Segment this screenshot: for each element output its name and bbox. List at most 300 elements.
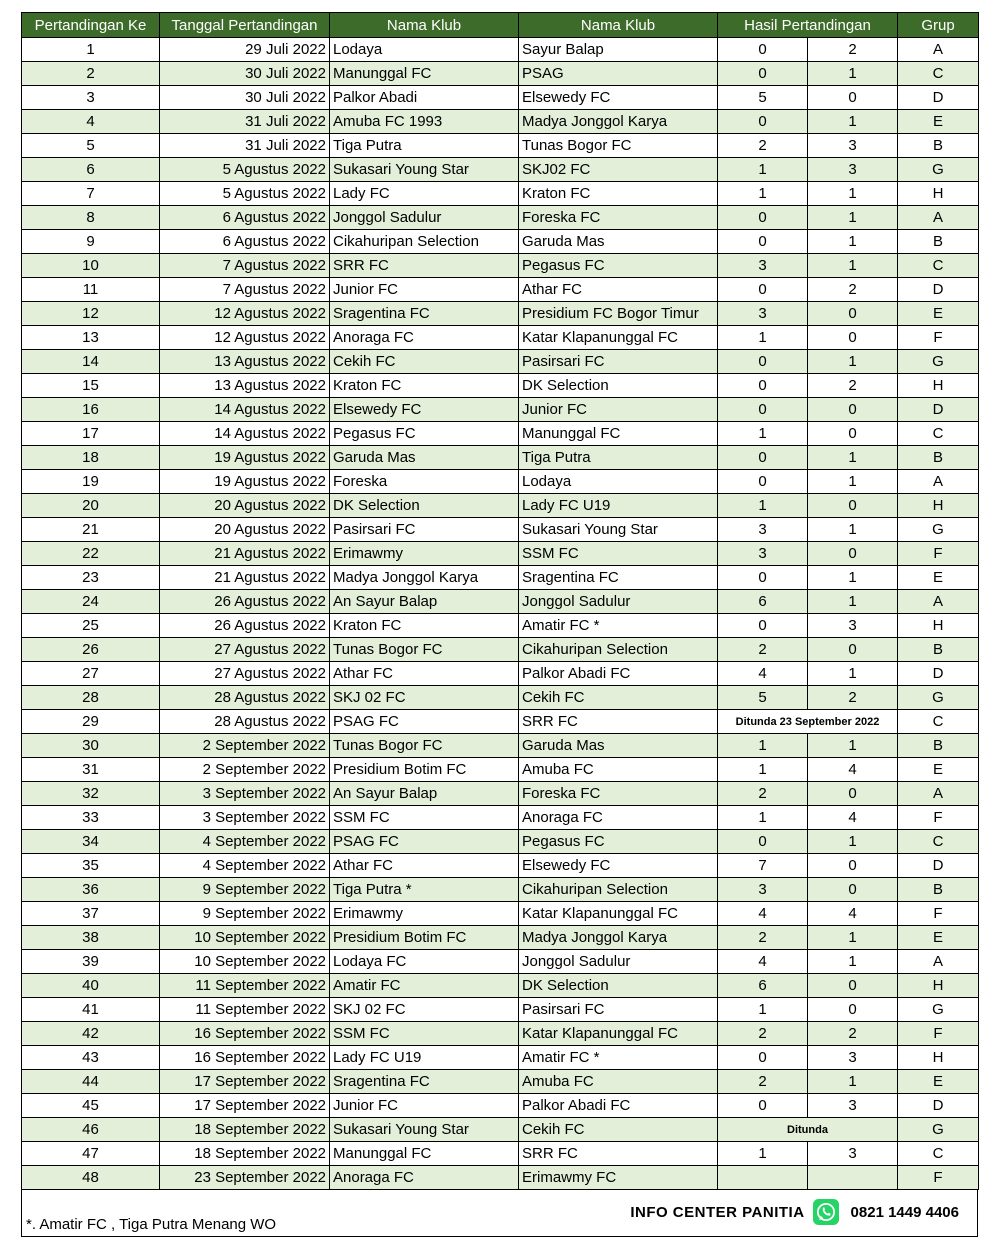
match-number-cell: 11 xyxy=(22,278,160,302)
home-club-cell: Tiga Putra xyxy=(330,134,519,158)
match-date-cell: 11 September 2022 xyxy=(160,998,330,1022)
home-club-cell: Elsewedy FC xyxy=(330,398,519,422)
away-club-cell: Pegasus FC xyxy=(519,830,718,854)
table-row xyxy=(22,206,979,230)
match-date-cell: 3 September 2022 xyxy=(160,782,330,806)
match-number-cell: 30 xyxy=(22,734,160,758)
away-score-cell: 2 xyxy=(808,374,898,398)
home-score-cell: 1 xyxy=(718,182,808,206)
away-score-cell: 4 xyxy=(808,758,898,782)
away-score-cell: 2 xyxy=(808,686,898,710)
away-score-cell: 0 xyxy=(808,542,898,566)
group-cell: A xyxy=(898,206,979,230)
match-number-cell: 43 xyxy=(22,1046,160,1070)
home-club-cell: SSM FC xyxy=(330,1022,519,1046)
away-club-cell: SRR FC xyxy=(519,1142,718,1166)
table-row xyxy=(22,638,979,662)
home-score-cell: 2 xyxy=(718,782,808,806)
table-row xyxy=(22,62,979,86)
home-club-cell: An Sayur Balap xyxy=(330,782,519,806)
group-cell: G xyxy=(898,158,979,182)
match-number-cell: 12 xyxy=(22,302,160,326)
home-score-cell: 0 xyxy=(718,278,808,302)
match-date-cell: 20 Agustus 2022 xyxy=(160,494,330,518)
home-score-cell: 5 xyxy=(718,686,808,710)
result-note-cell: Ditunda 23 September 2022 xyxy=(718,710,898,734)
match-number-cell: 16 xyxy=(22,398,160,422)
match-number-cell: 18 xyxy=(22,446,160,470)
away-club-cell: Pasirsari FC xyxy=(519,350,718,374)
away-club-cell: Palkor Abadi FC xyxy=(519,1094,718,1118)
away-club-cell: Katar Klapanunggal FC xyxy=(519,902,718,926)
home-club-cell: Tunas Bogor FC xyxy=(330,638,519,662)
home-score-cell: 0 xyxy=(718,38,808,62)
away-score-cell: 2 xyxy=(808,1022,898,1046)
match-date-cell: 14 Agustus 2022 xyxy=(160,398,330,422)
group-cell: H xyxy=(898,974,979,998)
home-score-cell: 0 xyxy=(718,398,808,422)
home-club-cell: An Sayur Balap xyxy=(330,590,519,614)
away-score-cell: 3 xyxy=(808,1094,898,1118)
match-date-cell: 12 Agustus 2022 xyxy=(160,302,330,326)
group-cell: D xyxy=(898,398,979,422)
home-club-cell: Junior FC xyxy=(330,278,519,302)
away-score-cell: 0 xyxy=(808,878,898,902)
group-cell: A xyxy=(898,38,979,62)
match-number-cell: 31 xyxy=(22,758,160,782)
away-score-cell: 0 xyxy=(808,854,898,878)
group-cell: B xyxy=(898,446,979,470)
match-date-cell: 31 Juli 2022 xyxy=(160,134,330,158)
away-score-cell: 1 xyxy=(808,110,898,134)
home-score-cell: 1 xyxy=(718,326,808,350)
match-date-cell: 5 Agustus 2022 xyxy=(160,158,330,182)
away-club-cell: Jonggol Sadulur xyxy=(519,950,718,974)
table-row xyxy=(22,950,979,974)
match-date-cell: 30 Juli 2022 xyxy=(160,86,330,110)
group-cell: B xyxy=(898,638,979,662)
table-row xyxy=(22,1046,979,1070)
table-row xyxy=(22,830,979,854)
away-club-cell: SRR FC xyxy=(519,710,718,734)
table-row xyxy=(22,470,979,494)
group-cell: A xyxy=(898,590,979,614)
table-row xyxy=(22,398,979,422)
home-score-cell: 2 xyxy=(718,926,808,950)
away-club-cell: Erimawmy FC xyxy=(519,1166,718,1190)
home-club-cell: DK Selection xyxy=(330,494,519,518)
match-date-cell: 12 Agustus 2022 xyxy=(160,326,330,350)
match-date-cell: 5 Agustus 2022 xyxy=(160,182,330,206)
table-row xyxy=(22,902,979,926)
info-center-label: INFO CENTER PANITIA xyxy=(630,1203,805,1221)
away-score-cell: 1 xyxy=(808,566,898,590)
away-club-cell: Sukasari Young Star xyxy=(519,518,718,542)
away-score-cell: 1 xyxy=(808,470,898,494)
match-date-cell: 31 Juli 2022 xyxy=(160,110,330,134)
home-score-cell: 2 xyxy=(718,1070,808,1094)
home-club-cell: Lodaya FC xyxy=(330,950,519,974)
group-cell: F xyxy=(898,542,979,566)
match-date-cell: 28 Agustus 2022 xyxy=(160,710,330,734)
home-club-cell: Cekih FC xyxy=(330,350,519,374)
home-score-cell: 1 xyxy=(718,758,808,782)
away-club-cell: Tiga Putra xyxy=(519,446,718,470)
group-cell: G xyxy=(898,518,979,542)
match-number-cell: 41 xyxy=(22,998,160,1022)
away-score-cell: 0 xyxy=(808,638,898,662)
group-cell: D xyxy=(898,86,979,110)
match-date-cell: 30 Juli 2022 xyxy=(160,62,330,86)
away-club-cell: Garuda Mas xyxy=(519,230,718,254)
info-center-phone: 0821 1449 4406 xyxy=(850,1203,959,1221)
match-number-cell: 33 xyxy=(22,806,160,830)
group-cell: H xyxy=(898,374,979,398)
home-score-cell: 2 xyxy=(718,1022,808,1046)
match-date-cell: 7 Agustus 2022 xyxy=(160,254,330,278)
table-row xyxy=(22,806,979,830)
match-number-cell: 39 xyxy=(22,950,160,974)
header-match-date: Tanggal Pertandingan xyxy=(160,13,330,38)
home-score-cell: 1 xyxy=(718,1142,808,1166)
away-club-cell: Amuba FC xyxy=(519,1070,718,1094)
group-cell: D xyxy=(898,854,979,878)
match-number-cell: 24 xyxy=(22,590,160,614)
match-date-cell: 23 September 2022 xyxy=(160,1166,330,1190)
away-score-cell xyxy=(808,1166,898,1190)
away-club-cell: Junior FC xyxy=(519,398,718,422)
match-date-cell: 16 September 2022 xyxy=(160,1022,330,1046)
match-number-cell: 19 xyxy=(22,470,160,494)
away-club-cell: Jonggol Sadulur xyxy=(519,590,718,614)
away-club-cell: Foreska FC xyxy=(519,782,718,806)
footnote: *. Amatir FC , Tiga Putra Menang WO xyxy=(26,1216,277,1233)
match-date-cell: 11 September 2022 xyxy=(160,974,330,998)
home-club-cell: SKJ 02 FC xyxy=(330,998,519,1022)
away-club-cell: Foreska FC xyxy=(519,206,718,230)
match-date-cell: 21 Agustus 2022 xyxy=(160,542,330,566)
away-score-cell: 1 xyxy=(808,1070,898,1094)
match-date-cell: 10 September 2022 xyxy=(160,950,330,974)
header-home-club: Nama Klub xyxy=(330,13,519,38)
group-cell: B xyxy=(898,230,979,254)
table-row xyxy=(22,254,979,278)
match-number-cell: 27 xyxy=(22,662,160,686)
match-date-cell: 10 September 2022 xyxy=(160,926,330,950)
home-score-cell: 0 xyxy=(718,62,808,86)
away-club-cell: PSAG xyxy=(519,62,718,86)
match-number-cell: 47 xyxy=(22,1142,160,1166)
match-date-cell: 7 Agustus 2022 xyxy=(160,278,330,302)
group-cell: E xyxy=(898,1070,979,1094)
away-score-cell: 3 xyxy=(808,1142,898,1166)
home-score-cell: 6 xyxy=(718,590,808,614)
home-club-cell: Madya Jonggol Karya xyxy=(330,566,519,590)
away-club-cell: Presidium FC Bogor Timur xyxy=(519,302,718,326)
away-club-cell: Madya Jonggol Karya xyxy=(519,110,718,134)
home-club-cell: Manunggal FC xyxy=(330,1142,519,1166)
home-score-cell: 7 xyxy=(718,854,808,878)
away-score-cell: 2 xyxy=(808,38,898,62)
home-score-cell: 3 xyxy=(718,254,808,278)
table-row xyxy=(22,1094,979,1118)
table-row xyxy=(22,1166,979,1190)
table-row xyxy=(22,878,979,902)
group-cell: C xyxy=(898,710,979,734)
away-club-cell: DK Selection xyxy=(519,374,718,398)
match-date-cell: 19 Agustus 2022 xyxy=(160,446,330,470)
info-center xyxy=(630,1199,959,1225)
group-cell: H xyxy=(898,614,979,638)
group-cell: B xyxy=(898,134,979,158)
away-club-cell: Anoraga FC xyxy=(519,806,718,830)
match-date-cell: 9 September 2022 xyxy=(160,878,330,902)
group-cell: H xyxy=(898,1046,979,1070)
match-number-cell: 17 xyxy=(22,422,160,446)
away-score-cell: 1 xyxy=(808,926,898,950)
home-club-cell: Anoraga FC xyxy=(330,1166,519,1190)
away-club-cell: Amuba FC xyxy=(519,758,718,782)
match-date-cell: 18 September 2022 xyxy=(160,1118,330,1142)
home-club-cell: Jonggol Sadulur xyxy=(330,206,519,230)
match-date-cell: 6 Agustus 2022 xyxy=(160,206,330,230)
away-score-cell: 1 xyxy=(808,62,898,86)
away-club-cell: Kraton FC xyxy=(519,182,718,206)
home-club-cell: Amatir FC xyxy=(330,974,519,998)
home-score-cell: 0 xyxy=(718,566,808,590)
table-row xyxy=(22,302,979,326)
match-number-cell: 32 xyxy=(22,782,160,806)
home-score-cell: 1 xyxy=(718,494,808,518)
away-club-cell: Palkor Abadi FC xyxy=(519,662,718,686)
group-cell: B xyxy=(898,734,979,758)
match-number-cell: 6 xyxy=(22,158,160,182)
table-row xyxy=(22,758,979,782)
away-club-cell: Pasirsari FC xyxy=(519,998,718,1022)
match-date-cell: 4 September 2022 xyxy=(160,854,330,878)
group-cell: E xyxy=(898,926,979,950)
match-number-cell: 44 xyxy=(22,1070,160,1094)
away-score-cell: 1 xyxy=(808,950,898,974)
home-score-cell: 0 xyxy=(718,350,808,374)
header-row xyxy=(22,13,979,38)
match-table xyxy=(21,12,979,1190)
group-cell: F xyxy=(898,902,979,926)
match-date-cell: 20 Agustus 2022 xyxy=(160,518,330,542)
away-score-cell: 1 xyxy=(808,662,898,686)
match-number-cell: 22 xyxy=(22,542,160,566)
table-row xyxy=(22,1070,979,1094)
home-club-cell: Pasirsari FC xyxy=(330,518,519,542)
match-date-cell: 2 September 2022 xyxy=(160,758,330,782)
table-row xyxy=(22,926,979,950)
match-number-cell: 14 xyxy=(22,350,160,374)
match-date-cell: 18 September 2022 xyxy=(160,1142,330,1166)
home-club-cell: Tunas Bogor FC xyxy=(330,734,519,758)
home-club-cell: Sukasari Young Star xyxy=(330,158,519,182)
table-row xyxy=(22,518,979,542)
home-score-cell: 0 xyxy=(718,470,808,494)
table-row xyxy=(22,278,979,302)
match-date-cell: 6 Agustus 2022 xyxy=(160,230,330,254)
match-date-cell: 27 Agustus 2022 xyxy=(160,638,330,662)
header-group: Grup xyxy=(898,13,979,38)
table-row xyxy=(22,1142,979,1166)
home-club-cell: Garuda Mas xyxy=(330,446,519,470)
home-score-cell: 0 xyxy=(718,206,808,230)
group-cell: G xyxy=(898,1118,979,1142)
match-date-cell: 19 Agustus 2022 xyxy=(160,470,330,494)
home-score-cell: 0 xyxy=(718,110,808,134)
away-club-cell: Elsewedy FC xyxy=(519,86,718,110)
home-score-cell: 1 xyxy=(718,158,808,182)
away-score-cell: 3 xyxy=(808,614,898,638)
table-row xyxy=(22,134,979,158)
match-date-cell: 4 September 2022 xyxy=(160,830,330,854)
match-number-cell: 7 xyxy=(22,182,160,206)
group-cell: F xyxy=(898,1022,979,1046)
match-date-cell: 3 September 2022 xyxy=(160,806,330,830)
table-row xyxy=(22,422,979,446)
home-score-cell: 3 xyxy=(718,878,808,902)
home-club-cell: PSAG FC xyxy=(330,830,519,854)
home-score-cell: 0 xyxy=(718,230,808,254)
home-club-cell: Presidium Botim FC xyxy=(330,926,519,950)
match-number-cell: 8 xyxy=(22,206,160,230)
away-club-cell: Cikahuripan Selection xyxy=(519,878,718,902)
match-number-cell: 37 xyxy=(22,902,160,926)
group-cell: G xyxy=(898,998,979,1022)
result-note-cell: Ditunda xyxy=(718,1118,898,1142)
away-club-cell: DK Selection xyxy=(519,974,718,998)
home-score-cell: 0 xyxy=(718,1094,808,1118)
home-score-cell xyxy=(718,1166,808,1190)
footer xyxy=(21,1189,978,1237)
away-club-cell: Manunggal FC xyxy=(519,422,718,446)
table-row xyxy=(22,374,979,398)
table-row xyxy=(22,158,979,182)
group-cell: A xyxy=(898,470,979,494)
away-club-cell: Lady FC U19 xyxy=(519,494,718,518)
table-row xyxy=(22,854,979,878)
table-row xyxy=(22,350,979,374)
away-club-cell: Amatir FC * xyxy=(519,614,718,638)
home-score-cell: 2 xyxy=(718,638,808,662)
home-club-cell: Manunggal FC xyxy=(330,62,519,86)
table-row xyxy=(22,734,979,758)
away-score-cell: 0 xyxy=(808,494,898,518)
match-number-cell: 1 xyxy=(22,38,160,62)
match-number-cell: 15 xyxy=(22,374,160,398)
table-row xyxy=(22,686,979,710)
group-cell: F xyxy=(898,1166,979,1190)
away-club-cell: Pegasus FC xyxy=(519,254,718,278)
home-score-cell: 4 xyxy=(718,902,808,926)
home-score-cell: 0 xyxy=(718,1046,808,1070)
home-score-cell: 1 xyxy=(718,422,808,446)
away-club-cell: Athar FC xyxy=(519,278,718,302)
match-number-cell: 3 xyxy=(22,86,160,110)
home-score-cell: 1 xyxy=(718,806,808,830)
table-row xyxy=(22,542,979,566)
table-row xyxy=(22,710,979,734)
match-date-cell: 13 Agustus 2022 xyxy=(160,374,330,398)
home-club-cell: Erimawmy xyxy=(330,542,519,566)
table-row xyxy=(22,782,979,806)
away-club-cell: Lodaya xyxy=(519,470,718,494)
home-score-cell: 4 xyxy=(718,662,808,686)
match-number-cell: 10 xyxy=(22,254,160,278)
table-row xyxy=(22,230,979,254)
group-cell: E xyxy=(898,110,979,134)
match-date-cell: 2 September 2022 xyxy=(160,734,330,758)
away-score-cell: 2 xyxy=(808,278,898,302)
home-club-cell: SSM FC xyxy=(330,806,519,830)
home-club-cell: Erimawmy xyxy=(330,902,519,926)
away-club-cell: SSM FC xyxy=(519,542,718,566)
away-club-cell: Katar Klapanunggal FC xyxy=(519,1022,718,1046)
home-score-cell: 3 xyxy=(718,302,808,326)
home-club-cell: SKJ 02 FC xyxy=(330,686,519,710)
match-number-cell: 25 xyxy=(22,614,160,638)
match-number-cell: 4 xyxy=(22,110,160,134)
table-row xyxy=(22,110,979,134)
away-score-cell: 0 xyxy=(808,998,898,1022)
match-date-cell: 29 Juli 2022 xyxy=(160,38,330,62)
match-date-cell: 21 Agustus 2022 xyxy=(160,566,330,590)
group-cell: D xyxy=(898,662,979,686)
group-cell: E xyxy=(898,566,979,590)
home-club-cell: Palkor Abadi xyxy=(330,86,519,110)
match-number-cell: 38 xyxy=(22,926,160,950)
group-cell: B xyxy=(898,878,979,902)
table-row xyxy=(22,494,979,518)
home-club-cell: Sragentina FC xyxy=(330,1070,519,1094)
home-score-cell: 1 xyxy=(718,998,808,1022)
match-number-cell: 9 xyxy=(22,230,160,254)
home-club-cell: Anoraga FC xyxy=(330,326,519,350)
away-score-cell: 1 xyxy=(808,830,898,854)
away-club-cell: Garuda Mas xyxy=(519,734,718,758)
match-number-cell: 28 xyxy=(22,686,160,710)
home-score-cell: 3 xyxy=(718,542,808,566)
match-number-cell: 36 xyxy=(22,878,160,902)
group-cell: F xyxy=(898,806,979,830)
match-number-cell: 42 xyxy=(22,1022,160,1046)
group-cell: G xyxy=(898,350,979,374)
home-club-cell: Presidium Botim FC xyxy=(330,758,519,782)
table-row xyxy=(22,1118,979,1142)
away-club-cell: SKJ02 FC xyxy=(519,158,718,182)
home-club-cell: Cikahuripan Selection xyxy=(330,230,519,254)
away-score-cell: 1 xyxy=(808,590,898,614)
group-cell: C xyxy=(898,1142,979,1166)
away-score-cell: 3 xyxy=(808,134,898,158)
away-club-cell: Sayur Balap xyxy=(519,38,718,62)
away-score-cell: 0 xyxy=(808,782,898,806)
away-club-cell: Cikahuripan Selection xyxy=(519,638,718,662)
home-club-cell: Lady FC U19 xyxy=(330,1046,519,1070)
match-number-cell: 5 xyxy=(22,134,160,158)
header-match-number: Pertandingan Ke xyxy=(22,13,160,38)
away-score-cell: 1 xyxy=(808,446,898,470)
whatsapp-icon xyxy=(813,1199,839,1225)
group-cell: A xyxy=(898,782,979,806)
away-club-cell: Elsewedy FC xyxy=(519,854,718,878)
match-number-cell: 34 xyxy=(22,830,160,854)
match-date-cell: 14 Agustus 2022 xyxy=(160,422,330,446)
home-club-cell: Pegasus FC xyxy=(330,422,519,446)
